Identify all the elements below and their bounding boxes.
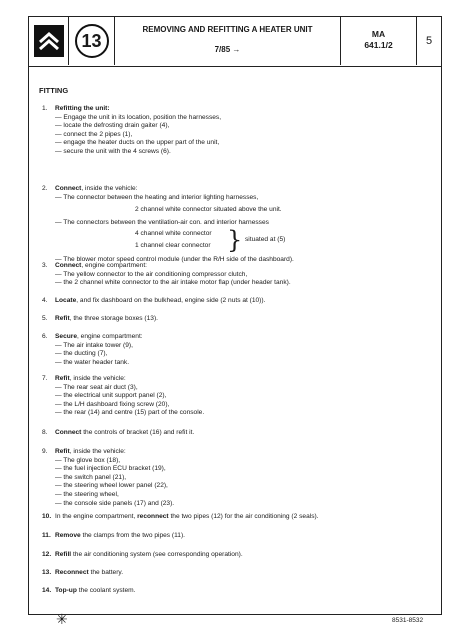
step-number: 1. <box>42 105 48 112</box>
step-line: — the switch panel (21), <box>55 473 127 481</box>
code-number: 641.1/2 <box>364 40 393 50</box>
section-title: FITTING <box>39 86 69 95</box>
reference-number: 8531-8532 <box>392 617 424 624</box>
step-number: 14. <box>42 587 52 594</box>
step-body <box>55 569 433 578</box>
step-number: 5. <box>42 315 48 322</box>
step-line: — the 2 channel white connector to the air intake motor flap (under header tank). <box>55 279 291 287</box>
step-number: 11. <box>42 532 51 539</box>
title-box <box>115 17 341 65</box>
page-footer <box>29 619 441 641</box>
step-line: — the L/H dashboard fixing screw (20), <box>55 400 170 408</box>
step-line: In the engine compartment, reconnect the two pipes (12) for the air conditioning (2 seals). <box>55 513 319 520</box>
step-line: — The yellow connector to the air conditioning compressor clutch, <box>55 270 248 278</box>
step-number: 10. <box>42 513 52 520</box>
step-line: Refitting the unit: <box>55 105 110 112</box>
code-prefix: MA <box>371 29 386 39</box>
step-line: — The glove box (18), <box>55 456 121 464</box>
chapter-box <box>69 17 115 65</box>
step-line: — the electrical unit support panel (2), <box>55 392 167 400</box>
step-body <box>55 513 433 522</box>
step-line: — the steering wheel lower panel (22), <box>55 482 168 490</box>
step-line: — the console side panels (17) and (23). <box>55 499 175 507</box>
step-line: Connect the controls of bracket (16) and refit it. <box>55 429 195 436</box>
step-line: — the fuel injection ECU bracket (19), <box>55 465 166 473</box>
footer-star-icon: ✳ <box>56 612 68 628</box>
step-body <box>55 185 433 265</box>
step-body <box>55 429 433 438</box>
step-body <box>55 297 433 306</box>
step-line: — The blower motor speed control module (under the R/H side of the dashboard). <box>55 256 294 264</box>
step-line: — connect the 2 pipes (1), <box>55 130 133 138</box>
citroen-chevrons-icon <box>37 29 61 53</box>
step-line: — The connector between the heating and interior lighting harnesses, <box>55 193 259 201</box>
step-number: 4. <box>42 297 48 304</box>
step-line: Secure, engine compartment: <box>55 333 143 340</box>
step-line: Reconnect the battery. <box>55 569 124 576</box>
step-number: 8. <box>42 429 48 436</box>
step-body <box>55 105 433 157</box>
step-line: Refit, inside the vehicle: <box>55 448 126 455</box>
step-body <box>55 262 433 288</box>
page-header <box>29 17 441 67</box>
step-line: Connect, engine compartment: <box>55 262 147 269</box>
date-label: 7/85 → <box>214 45 241 54</box>
step-number: 7. <box>42 375 48 382</box>
step-line: — the water header tank. <box>55 358 130 366</box>
step-line: Locate, and fix dashboard on the bulkhead, engine side (2 nuts at (10)). <box>55 297 266 304</box>
step-line: 4 channel white connector <box>135 230 212 238</box>
step-line: Remove the clamps from the two pipes (11). <box>55 532 185 539</box>
step-number: 2. <box>42 185 48 192</box>
step-line: — The rear seat air duct (3), <box>55 383 138 391</box>
page-number: 5 <box>425 35 433 47</box>
step-number: 3. <box>42 262 48 269</box>
step-line: Top-up the coolant system. <box>55 587 136 594</box>
step-line: 2 channel white connector situated above the unit. <box>135 206 282 214</box>
step-line: — The air intake tower (9), <box>55 341 133 349</box>
step-line: — the steering wheel, <box>55 490 119 498</box>
chapter-number: 13 <box>75 24 109 58</box>
step-line: situated at (5) <box>245 236 286 244</box>
step-line: — the ducting (7), <box>55 350 108 358</box>
step-body <box>55 448 433 508</box>
page-frame <box>28 16 442 615</box>
brace-mark: } <box>227 226 243 255</box>
step-line: Refit, inside the vehicle: <box>55 375 126 382</box>
step-line: — the rear (14) and centre (15) part of the console. <box>55 409 205 417</box>
step-line: 1 channel clear connector <box>135 242 211 250</box>
step-body <box>55 532 433 541</box>
step-number: 9. <box>42 448 48 455</box>
step-line: Refill the air conditioning system (see corresponding operation). <box>55 551 243 558</box>
step-line: — engage the heater ducts on the upper part of the unit, <box>55 139 220 147</box>
page-title: REMOVING AND REFITTING A HEATER UNIT <box>142 25 313 34</box>
step-line: — The connectors between the ventilation-air con. and interior harnesses <box>55 218 269 226</box>
connector-group <box>135 226 433 255</box>
step-number: 6. <box>42 333 48 340</box>
step-body <box>55 587 433 596</box>
step-line: — locate the defrosting drain gaiter (4), <box>55 122 170 130</box>
step-number: 12. <box>42 551 52 558</box>
step-body <box>55 333 433 367</box>
code-box <box>341 17 417 65</box>
step-body <box>55 551 433 560</box>
step-number: 13. <box>42 569 52 576</box>
step-line: Refit, the three storage boxes (13). <box>55 315 158 322</box>
step-line: Connect, inside the vehicle: <box>55 185 138 192</box>
step-body <box>55 315 433 324</box>
step-body <box>55 375 433 418</box>
step-line: — Engage the unit in its location, position the harnesses, <box>55 113 222 121</box>
step-line: — secure the unit with the 4 screws (6). <box>55 147 171 155</box>
brand-logo <box>29 17 69 65</box>
